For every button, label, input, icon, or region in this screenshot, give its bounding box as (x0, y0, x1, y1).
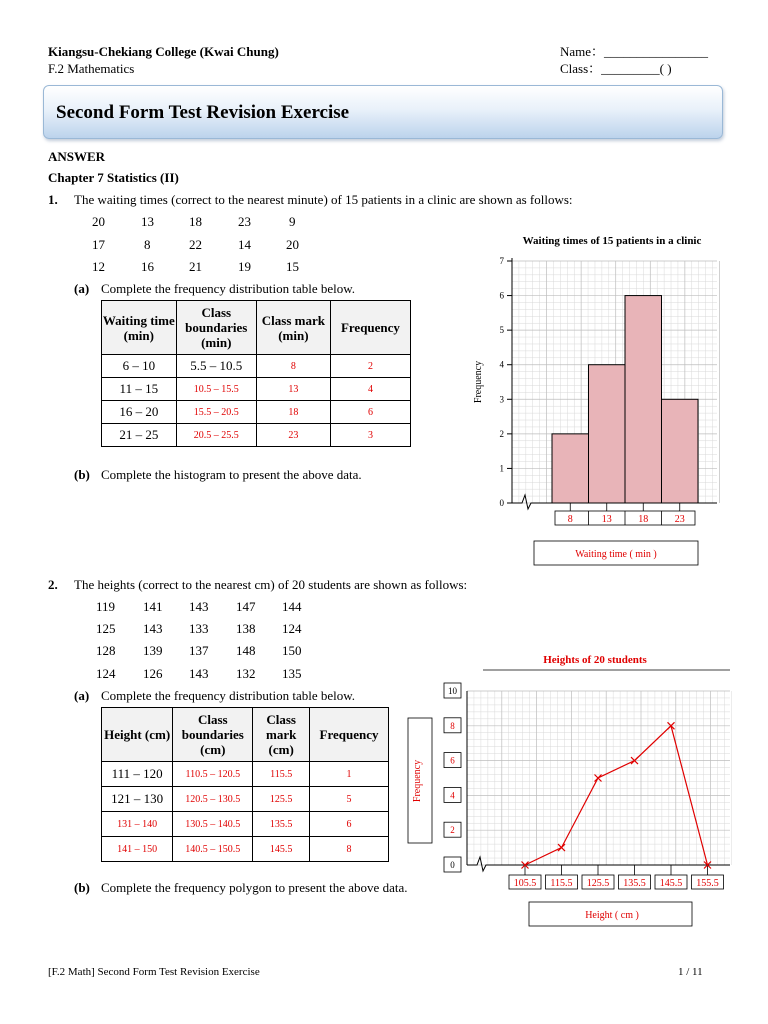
table-cell: 2 (330, 355, 410, 378)
table-row (102, 762, 389, 787)
y-tick-label: 1 (499, 463, 504, 474)
table-cell: 3 (330, 424, 410, 447)
table-cell: 4 (330, 378, 410, 401)
x-tick-label: 145.5 (659, 878, 683, 889)
q2-frequency-table (101, 707, 389, 862)
q1-text: The waiting times (correct to the nearest minute) of 15 patients in a clinic are shown as follows: (74, 192, 573, 207)
y-tick-label: 7 (499, 256, 504, 266)
raw-value: 17 (92, 237, 105, 252)
table-row (102, 401, 411, 424)
histogram-chart (460, 228, 750, 573)
x-tick-label: 13 (601, 514, 612, 525)
q1-number: 1. (48, 192, 58, 207)
name-field: Name：________________ (560, 44, 709, 59)
raw-value: 21 (189, 259, 202, 274)
data-point (558, 844, 565, 851)
table-cell: 16 – 20 (102, 401, 177, 424)
y-tick-label: 4 (499, 359, 504, 370)
y-tick-label: 2 (499, 428, 504, 439)
table-cell: 8 (256, 355, 330, 378)
footer-left: [F.2 Math] Second Form Test Revision Exercise (48, 966, 260, 978)
raw-value: 19 (238, 259, 251, 274)
table-row (102, 837, 389, 862)
table-cell: 5.5 – 10.5 (176, 355, 256, 378)
table-cell: 10.5 – 15.5 (176, 378, 256, 401)
raw-value: 13 (141, 214, 154, 229)
raw-value: 139 (143, 643, 163, 658)
raw-value: 16 (141, 259, 154, 274)
x-tick-label: 23 (674, 514, 685, 525)
raw-value: 125 (96, 621, 116, 636)
table-header: Frequency (330, 301, 410, 355)
x-tick-label: 155.5 (696, 878, 719, 889)
table-row (102, 424, 411, 447)
raw-value: 148 (236, 643, 256, 658)
table-cell: 115.5 (253, 762, 310, 787)
table-cell: 6 (330, 401, 410, 424)
table-row (102, 787, 389, 812)
y-tick-label: 3 (499, 394, 504, 405)
answer-label: ANSWER (48, 149, 106, 164)
raw-value: 22 (189, 237, 202, 252)
table-cell: 121 – 130 (102, 787, 173, 812)
y-axis-label: Frequency (473, 360, 484, 404)
q2-number: 2. (48, 577, 58, 592)
q1-a-label: (a) (74, 281, 90, 296)
table-cell: 6 – 10 (102, 355, 177, 378)
y-tick-label: 2 (450, 825, 455, 836)
raw-value: 133 (189, 621, 209, 636)
y-tick-label: 6 (450, 755, 455, 766)
x-tick-label: 105.5 (513, 878, 537, 889)
table-header: Class mark (cm) (253, 708, 310, 762)
raw-value: 144 (282, 599, 302, 614)
x-tick-label: 18 (638, 514, 649, 525)
q2-text: The heights (correct to the nearest cm) of 20 students are shown as follows: (74, 577, 468, 592)
raw-value: 143 (143, 621, 163, 636)
y-tick-label: 0 (499, 498, 504, 508)
table-header: Waiting time (min) (102, 301, 177, 355)
table-header: Height (cm) (102, 708, 173, 762)
q1-a-text: Complete the frequency distribution table below. (101, 281, 356, 296)
q1-frequency-table (101, 300, 411, 447)
table-header: Frequency (309, 708, 388, 762)
histogram-bar (662, 399, 699, 503)
table-cell: 135.5 (253, 812, 310, 837)
raw-value: 18 (189, 214, 202, 229)
raw-value: 128 (96, 643, 116, 658)
raw-value: 147 (236, 599, 256, 614)
page-title: Second Form Test Revision Exercise (56, 102, 350, 123)
y-tick-label: 10 (448, 686, 457, 696)
table-header: Class boundaries (min) (176, 301, 256, 355)
table-cell: 141 – 150 (102, 837, 173, 862)
raw-value: 141 (143, 599, 163, 614)
subject: F.2 Mathematics (48, 61, 135, 76)
raw-value: 14 (238, 237, 251, 252)
q2-a-label: (a) (74, 688, 90, 703)
raw-value: 124 (96, 666, 116, 681)
table-cell: 6 (309, 812, 388, 837)
x-axis-label: Height ( cm ) (585, 910, 639, 921)
y-tick-label: 6 (499, 290, 504, 301)
histogram-bar (589, 365, 626, 503)
table-cell: 8 (309, 837, 388, 862)
raw-value: 135 (282, 666, 302, 681)
table-cell: 125.5 (253, 787, 310, 812)
table-cell: 18 (256, 401, 330, 424)
school-name: Kiangsu-Chekiang College (Kwai Chung) (48, 44, 279, 59)
raw-value: 138 (236, 621, 256, 636)
table-cell: 140.5 – 150.5 (173, 837, 253, 862)
table-cell: 15.5 – 20.5 (176, 401, 256, 424)
frequency-polygon-chart (400, 648, 745, 933)
x-axis-label: Waiting time ( min ) (575, 549, 657, 560)
table-cell: 5 (309, 787, 388, 812)
table-cell: 120.5 – 130.5 (173, 787, 253, 812)
raw-value: 15 (286, 259, 299, 274)
header-left (48, 43, 279, 77)
raw-value: 143 (189, 599, 209, 614)
raw-value: 150 (282, 643, 302, 658)
header-right (560, 43, 708, 77)
y-tick-label: 8 (450, 720, 455, 731)
table-cell: 23 (256, 424, 330, 447)
table-cell: 20.5 – 25.5 (176, 424, 256, 447)
table-row (102, 378, 411, 401)
table-row (102, 812, 389, 837)
x-axis (467, 857, 730, 871)
chart-title: Waiting times of 15 patients in a clinic (522, 235, 702, 247)
x-tick-label: 135.5 (623, 878, 646, 889)
raw-value: 126 (143, 666, 163, 681)
footer-page-number: 1 / 11 (678, 966, 703, 978)
raw-value: 20 (286, 237, 299, 252)
q1-b-label: (b) (74, 467, 90, 482)
data-point (595, 775, 602, 782)
table-cell: 130.5 – 140.5 (173, 812, 253, 837)
q2-b-text: Complete the frequency polygon to present the above data. (101, 880, 408, 895)
raw-value: 20 (92, 214, 105, 229)
raw-value: 143 (189, 666, 209, 681)
title-banner (43, 85, 723, 139)
raw-value: 132 (236, 666, 256, 681)
y-tick-label: 0 (450, 860, 455, 870)
table-cell: 11 – 15 (102, 378, 177, 401)
y-axis-label: Frequency (412, 759, 423, 803)
x-tick-label: 115.5 (550, 878, 573, 889)
y-tick-label: 5 (499, 325, 504, 336)
table-header: Class boundaries (cm) (173, 708, 253, 762)
q2-b-label: (b) (74, 880, 90, 895)
raw-value: 8 (144, 237, 151, 252)
q1-b-text: Complete the histogram to present the above data. (101, 467, 362, 482)
raw-value: 9 (289, 214, 296, 229)
q2-a-text: Complete the frequency distribution table below. (101, 688, 356, 703)
table-cell: 1 (309, 762, 388, 787)
raw-value: 124 (282, 621, 302, 636)
table-cell: 13 (256, 378, 330, 401)
y-tick-label: 4 (450, 790, 455, 801)
table-cell: 111 – 120 (102, 762, 173, 787)
table-cell: 131 – 140 (102, 812, 173, 837)
table-cell: 110.5 – 120.5 (173, 762, 253, 787)
raw-value: 137 (189, 643, 209, 658)
chapter-title: Chapter 7 Statistics (II) (48, 170, 179, 185)
table-row (102, 355, 411, 378)
histogram-bar (552, 434, 589, 503)
x-tick-label: 8 (567, 514, 573, 525)
table-cell: 21 – 25 (102, 424, 177, 447)
raw-value: 12 (92, 259, 105, 274)
raw-value: 23 (238, 214, 251, 229)
histogram-bar (625, 296, 662, 503)
raw-value: 119 (96, 599, 116, 614)
chart-title: Heights of 20 students (543, 654, 647, 666)
class-field: Class：_________( ) (560, 61, 672, 76)
table-header: Class mark (min) (256, 301, 330, 355)
table-cell: 145.5 (253, 837, 310, 862)
x-tick-label: 125.5 (586, 878, 610, 889)
